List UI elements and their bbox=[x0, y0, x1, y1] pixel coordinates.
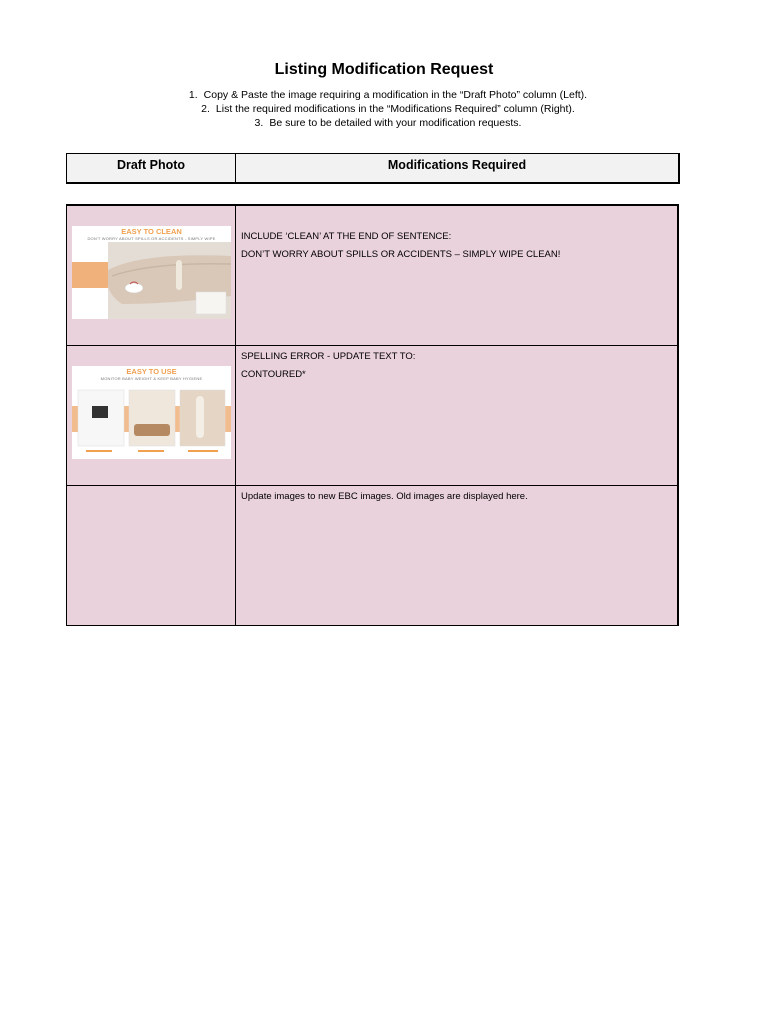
photo-subheading: DON'T WORRY ABOUT SPILLS OR ACCIDENTS - SIMPLY WIPE bbox=[87, 236, 216, 241]
header-modifications-required: Modifications Required bbox=[387, 158, 527, 172]
instruction-text: Copy & Paste the image requiring a modification in the “Draft Photo” column (Left). bbox=[203, 89, 588, 101]
photo-subheading: MONITOR BABY WEIGHT & KEEP BABY HYGIENE bbox=[100, 376, 203, 381]
instruction-number: 2. bbox=[201, 103, 210, 115]
instruction-item bbox=[0, 102, 768, 116]
table-header bbox=[66, 153, 680, 184]
instruction-text: List the required modifications in the “Modifications Required” column (Right). bbox=[215, 103, 575, 115]
table-row bbox=[67, 346, 677, 486]
photo-heading: EASY TO USE bbox=[126, 367, 177, 376]
draft-photo-cell bbox=[67, 206, 236, 345]
modification-line: INCLUDE ‘CLEAN’ AT THE END OF SENTENCE: bbox=[241, 231, 452, 242]
draft-photo-cell bbox=[67, 346, 236, 485]
modification-line: Update images to new EBC images. Old images are displayed here. bbox=[241, 491, 528, 502]
modification-line: SPELLING ERROR - UPDATE TEXT TO: bbox=[241, 351, 416, 362]
modifications-table bbox=[66, 204, 679, 626]
table-row bbox=[67, 206, 677, 346]
instruction-text: Be sure to be detailed with your modification requests. bbox=[269, 117, 522, 129]
modification-line: DON’T WORRY ABOUT SPILLS OR ACCIDENTS – SIMPLY WIPE CLEAN! bbox=[241, 249, 561, 260]
instruction-item bbox=[0, 88, 768, 102]
instruction-item bbox=[0, 116, 768, 130]
page-title: Listing Modification Request bbox=[274, 61, 494, 78]
header-draft-photo: Draft Photo bbox=[67, 154, 236, 182]
modification-cell bbox=[236, 346, 677, 485]
modification-line: CONTOURED* bbox=[241, 369, 306, 380]
instructions-list bbox=[0, 88, 768, 130]
modification-cell bbox=[236, 486, 677, 625]
table-row bbox=[67, 486, 677, 625]
modification-cell bbox=[236, 206, 677, 345]
photo-heading: EASY TO CLEAN bbox=[121, 227, 182, 236]
draft-photo-cell bbox=[67, 486, 236, 625]
draft-photo-easy-to-clean[interactable] bbox=[72, 226, 231, 319]
instruction-number: 3. bbox=[254, 117, 264, 129]
instruction-number: 1. bbox=[188, 89, 198, 101]
draft-photo-easy-to-use[interactable] bbox=[72, 366, 231, 459]
